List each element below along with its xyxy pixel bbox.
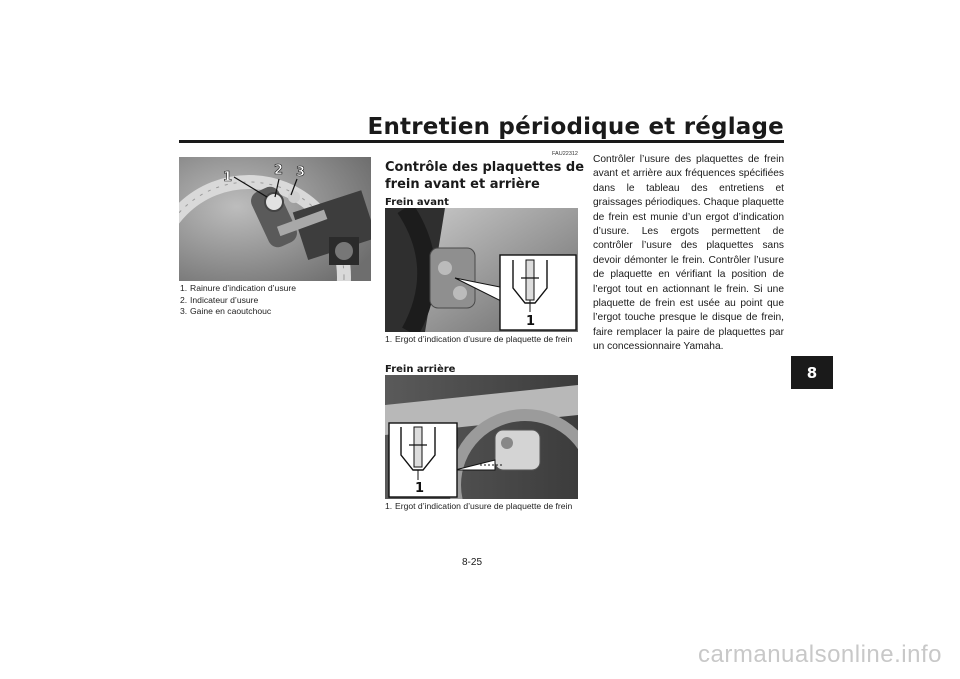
front-brake-heading: Frein avant	[385, 197, 449, 208]
figure-1-caption	[180, 283, 372, 318]
wear-indicator-illustration	[179, 157, 371, 281]
page-header-title: Entretien périodique et réglage	[367, 114, 784, 140]
caption-item: 1. Rainure d’indication d’usure	[180, 283, 297, 293]
section-code: FAU22312	[552, 151, 578, 157]
caption-item: 3. Gaine en caoutchouc	[180, 306, 272, 317]
figure-rear-brake	[385, 375, 578, 499]
callout-2: 2	[274, 163, 284, 178]
callout-3: 3	[296, 165, 306, 180]
rear-brake-heading: Frein arrière	[385, 364, 456, 375]
page-number: 8-25	[462, 557, 483, 568]
callout-1: 1	[223, 170, 233, 185]
rear-brake-illustration	[385, 375, 578, 499]
front-callout-1: 1	[526, 314, 536, 329]
rear-caption	[385, 501, 577, 513]
header-rule	[179, 140, 784, 143]
body-paragraph: Contrôler l’usure des plaquettes de frein avant et arrière aux fréquences spécifiées dans le tableau des entretiens et graissages périodiques. Chaque plaquette de frein est munie d’un ergot d’indication d’usure. Les ergots permettent de contrôler l’usure des plaquettes sans devoir démonter le frein. Contrôler l’usure de plaquette en vérifiant la position de l’ergot tout en actionnant le frein. Si une plaquette de frein est usée au point que l’ergot touche presque le disque de frein, faire remplacer la paire de plaquettes par un concessionnaire Yamaha.	[593, 154, 784, 353]
figure-wear-indicator	[179, 157, 371, 281]
chapter-tab[interactable]: 8	[791, 356, 833, 389]
watermark: carmanualsonline.info	[698, 641, 942, 668]
figure-front-brake	[385, 208, 578, 332]
front-brake-illustration	[385, 208, 578, 332]
caption-item: 1. Ergot d’indication d’usure de plaquette de frein	[385, 501, 573, 511]
section-title: Contrôle des plaquettes de frein avant et arrière	[385, 160, 585, 192]
rear-callout-1: 1	[415, 481, 425, 496]
caption-item: 2. Indicateur d’usure	[180, 294, 259, 305]
caption-item: 1. Ergot d’indication d’usure de plaquette de frein	[385, 334, 573, 344]
front-caption	[385, 334, 577, 346]
